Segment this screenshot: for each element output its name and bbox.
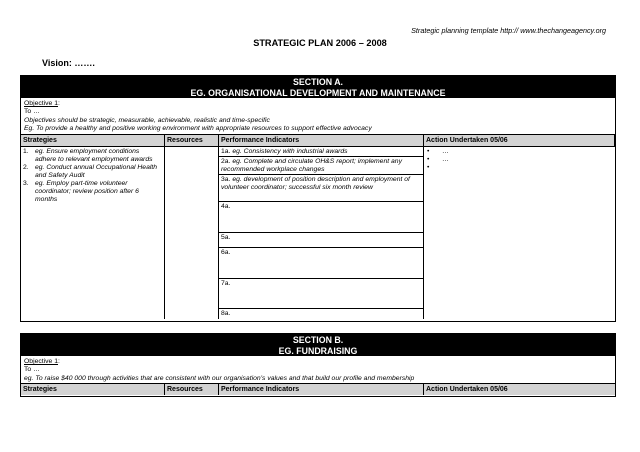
indicator-label: 8a. bbox=[221, 309, 231, 317]
indicator-label: 5a. bbox=[221, 233, 231, 241]
objective-guidance: Objectives should be strategic, measurable, achievable, realistic and time-specific bbox=[24, 116, 270, 124]
strategy-item[interactable] bbox=[23, 180, 162, 204]
action-item[interactable]: • … bbox=[427, 156, 615, 164]
strategy-item[interactable] bbox=[23, 148, 162, 164]
indicator-text: eg. development of position description and employment of volunteer coordinator; successful six month review bbox=[221, 175, 410, 191]
strategy-text: eg. Ensure employment conditions adhere to relevant employment awards bbox=[35, 147, 153, 163]
action-item[interactable]: • … bbox=[427, 148, 615, 156]
section-a-table bbox=[20, 75, 616, 322]
template-source-note: Strategic planning template http:// www.thechangeagency.org bbox=[411, 26, 606, 35]
section-a-objective bbox=[21, 98, 615, 135]
indicator-label: 7a. bbox=[221, 279, 231, 287]
strategy-text: eg. Employ part-time volunteer coordinator; review position after 6 months bbox=[35, 179, 139, 203]
section-a-subtitle: EG. ORGANISATIONAL DEVELOPMENT AND MAINTENANCE bbox=[190, 87, 446, 98]
section-b-table bbox=[20, 333, 616, 397]
indicator-row[interactable] bbox=[219, 157, 423, 175]
action-cell[interactable] bbox=[424, 147, 615, 319]
indicator-row[interactable] bbox=[219, 309, 423, 319]
action-item[interactable] bbox=[427, 164, 615, 172]
strategy-number: 3. bbox=[23, 179, 29, 187]
section-b-heading bbox=[21, 334, 615, 356]
col-header-strategies: Strategies bbox=[21, 135, 165, 147]
objective-example[interactable]: eg. To raise $40 000 through activities that are consistent with our organisation’s values and that build our profile and membership bbox=[24, 374, 415, 382]
indicator-label: 2a. bbox=[221, 157, 231, 165]
col-header-strategies: Strategies bbox=[21, 384, 165, 395]
strategy-text: eg. Conduct annual Occupational Health and Safety Audit bbox=[35, 163, 158, 179]
indicator-row[interactable] bbox=[219, 279, 423, 309]
resources-cell[interactable] bbox=[165, 147, 219, 319]
strategy-item[interactable] bbox=[23, 164, 162, 180]
col-header-performance: Performance Indicators bbox=[219, 384, 424, 395]
indicator-text: eg. Complete and circulate OH&S report; implement any recommended workplace changes bbox=[221, 157, 402, 173]
strategies-list bbox=[21, 147, 164, 204]
strategy-number: 2. bbox=[23, 163, 29, 171]
section-b-subtitle: EG. FUNDRAISING bbox=[278, 345, 358, 356]
performance-cell bbox=[219, 147, 424, 319]
indicator-row[interactable] bbox=[219, 248, 423, 279]
indicator-row[interactable] bbox=[219, 147, 423, 157]
objective-label: Objective 1 bbox=[24, 100, 59, 107]
indicator-row[interactable] bbox=[219, 233, 423, 248]
objective-colon: : bbox=[58, 358, 60, 365]
indicator-label: 3a. bbox=[221, 175, 231, 183]
col-header-resources: Resources bbox=[165, 135, 219, 147]
section-b-grid bbox=[21, 384, 615, 395]
strategy-number: 1. bbox=[23, 147, 29, 155]
objective-colon: : bbox=[58, 100, 60, 107]
col-header-action: Action Undertaken 05/06 bbox=[424, 135, 615, 147]
indicator-row[interactable] bbox=[219, 202, 423, 233]
indicator-label: 1a. bbox=[221, 147, 231, 155]
indicator-text: eg. Consistency with industrial awards bbox=[230, 147, 348, 155]
indicator-label: 6a. bbox=[221, 248, 231, 256]
col-header-resources: Resources bbox=[165, 384, 219, 395]
page-title: STRATEGIC PLAN 2006 – 2008 bbox=[253, 38, 387, 48]
strategies-cell[interactable] bbox=[21, 147, 165, 319]
objective-example[interactable]: Eg. To provide a healthy and positive working environment with appropriate resources to support effective advocacy bbox=[24, 125, 372, 133]
col-header-performance: Performance Indicators bbox=[219, 135, 424, 147]
vision-statement: Vision: ……. bbox=[42, 58, 95, 68]
section-a-title: SECTION A. bbox=[292, 77, 343, 87]
section-a-heading bbox=[21, 76, 615, 98]
indicator-label: 4a. bbox=[221, 202, 231, 210]
objective-label: Objective 1 bbox=[24, 358, 59, 365]
section-b-objective bbox=[21, 356, 615, 384]
col-header-action: Action Undertaken 05/06 bbox=[424, 384, 615, 395]
objective-line[interactable]: To … bbox=[24, 366, 40, 374]
objective-line[interactable]: To … bbox=[24, 108, 40, 116]
section-b-title: SECTION B. bbox=[292, 335, 344, 345]
indicator-row[interactable] bbox=[219, 175, 423, 202]
section-a-grid bbox=[21, 135, 615, 319]
action-list bbox=[424, 147, 615, 172]
